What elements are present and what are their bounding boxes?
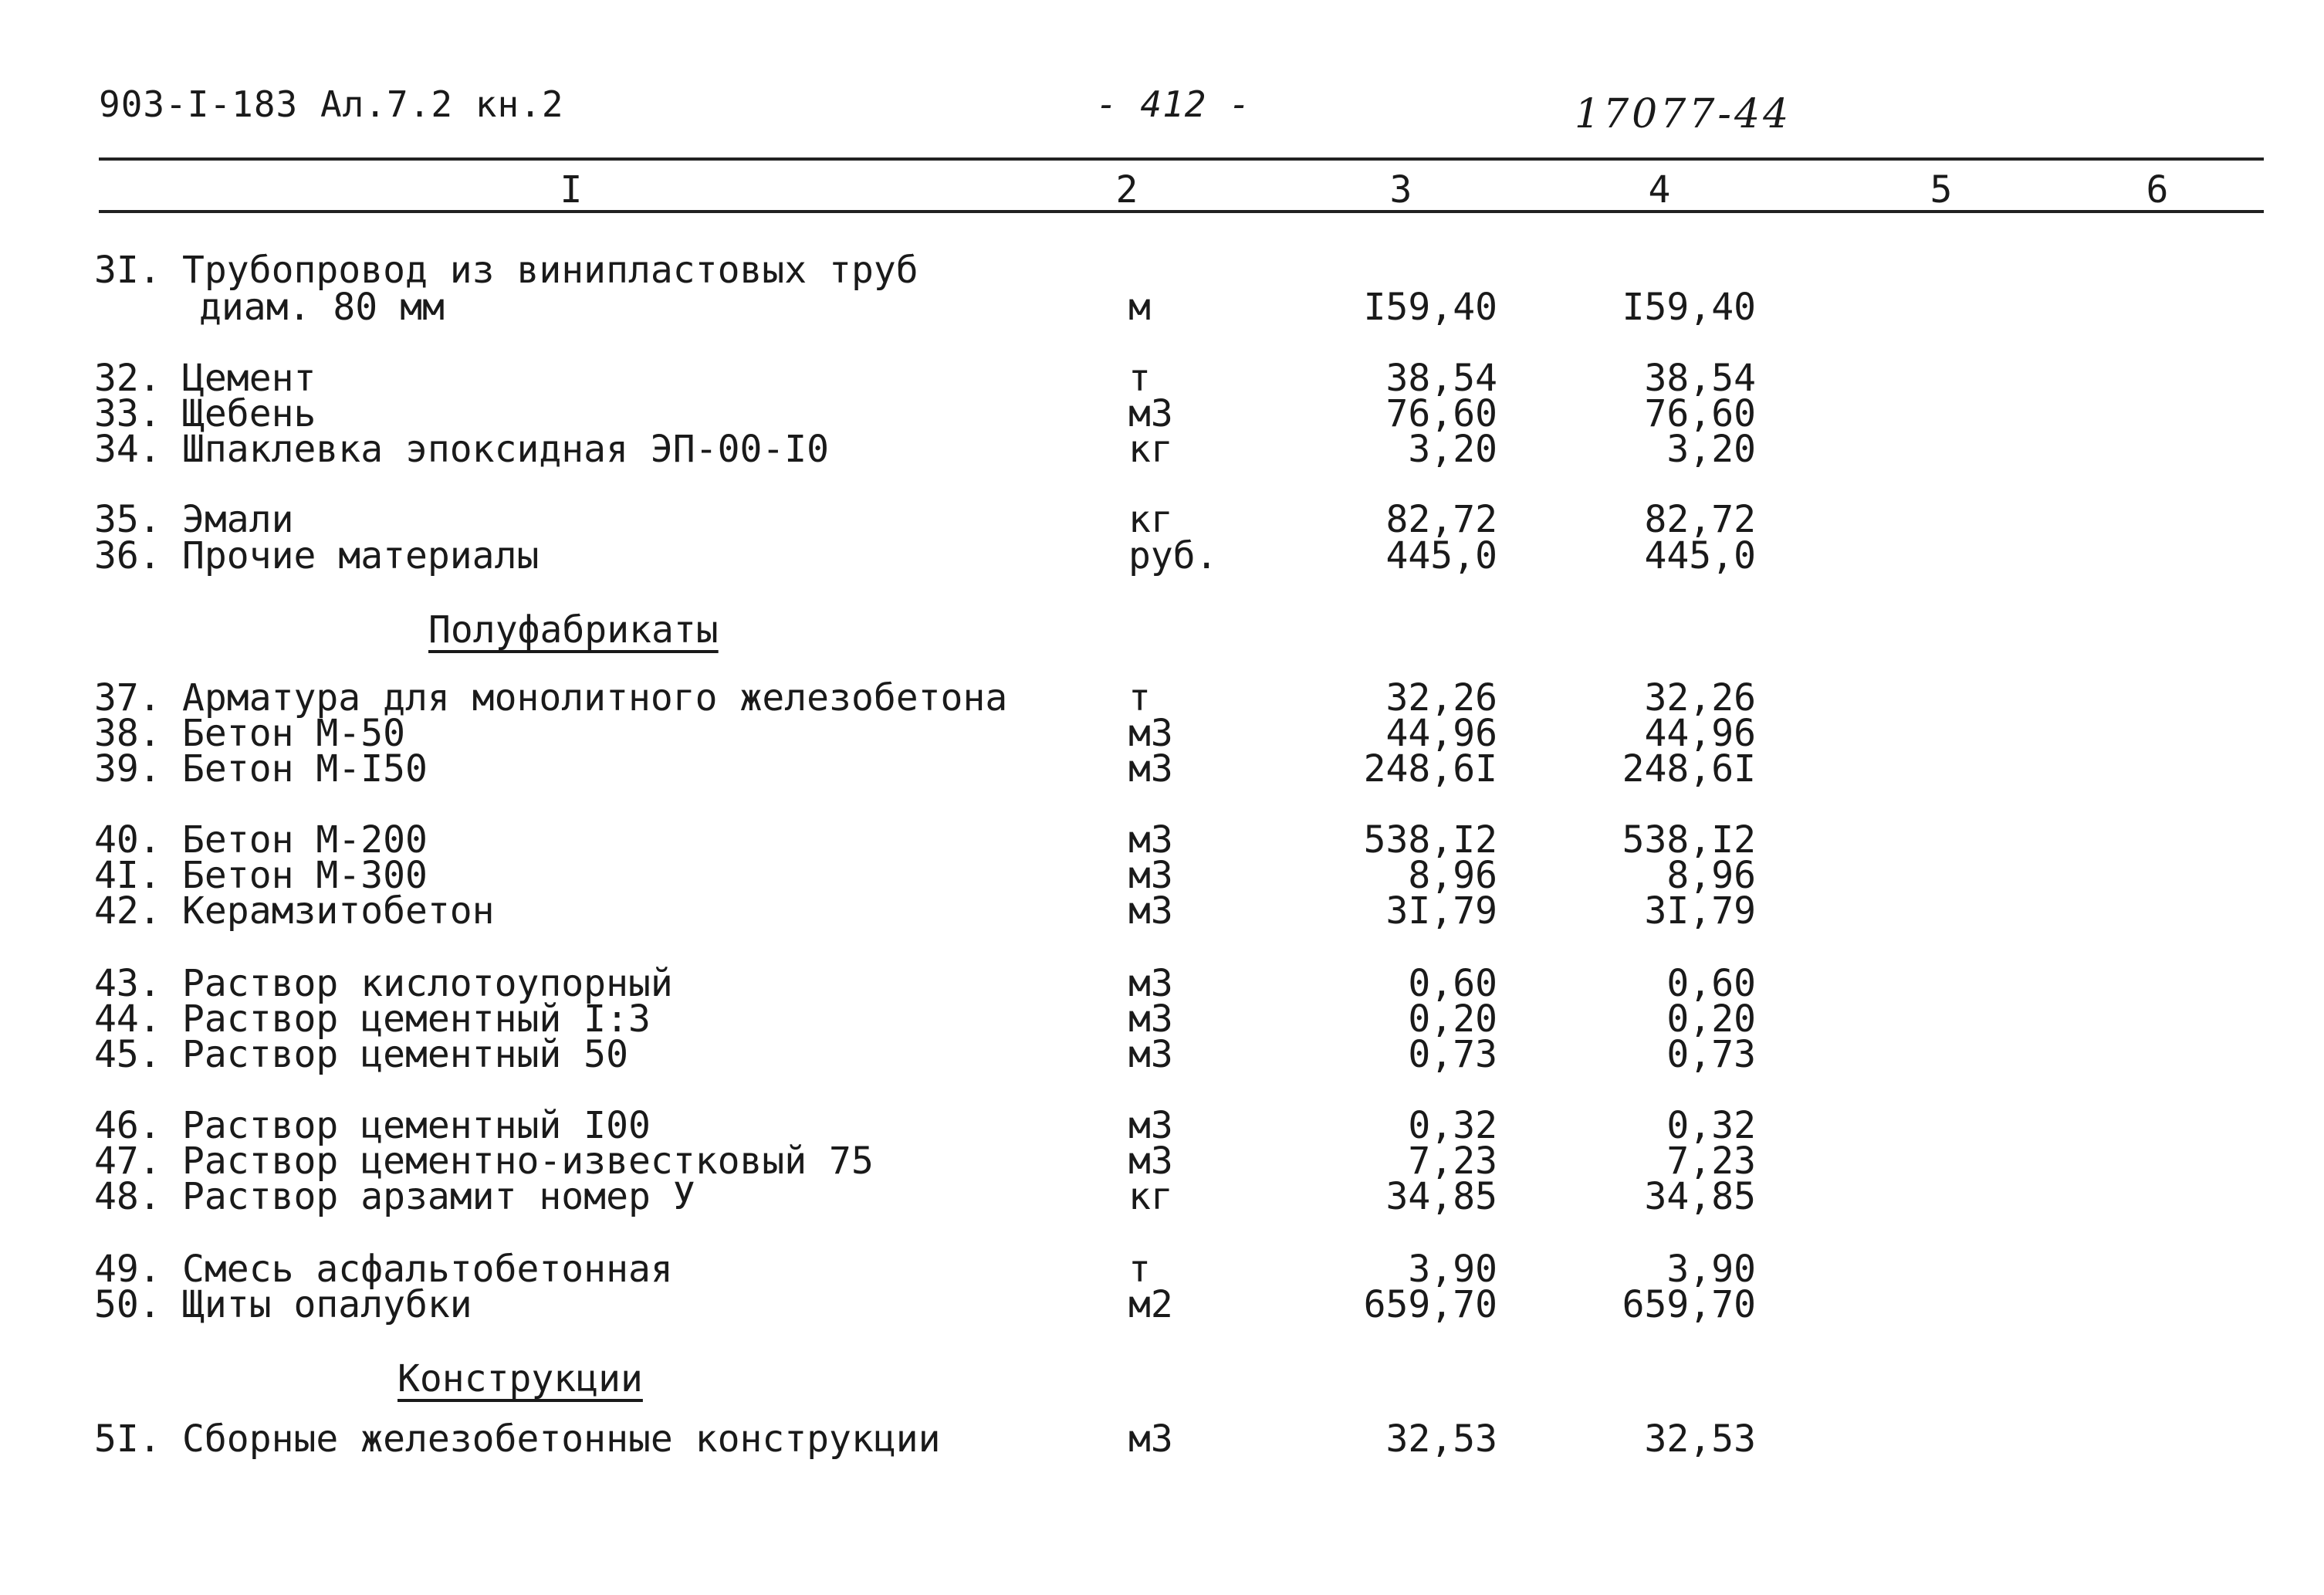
column-header-4: 4 xyxy=(1648,168,1671,212)
table-row xyxy=(0,392,2324,435)
row-value-col3: 445,0 xyxy=(1385,534,1497,577)
document-code: 903-I-183 Ал.7.2 кн.2 xyxy=(99,83,564,125)
section-heading-semi-finished: Полуфабрикаты xyxy=(428,608,719,652)
table-row xyxy=(0,1248,2324,1291)
column-header-3: 3 xyxy=(1389,168,1412,212)
row-unit: м3 xyxy=(1128,712,1173,755)
row-value-col3: 0,32 xyxy=(1408,1104,1497,1147)
row-value-col3: 0,60 xyxy=(1408,962,1497,1005)
row-unit: м xyxy=(1128,286,1151,329)
row-value-col3: 659,70 xyxy=(1363,1283,1497,1326)
row-value-col4: 0,73 xyxy=(1666,1033,1756,1076)
row-number: 33. xyxy=(94,392,161,435)
row-unit: т xyxy=(1128,676,1151,720)
row-name: Бетон М-300 xyxy=(182,854,428,897)
table-row xyxy=(0,357,2324,400)
row-name: Шпаклевка эпоксидная ЭП-00-I0 xyxy=(182,428,830,471)
row-number: 43. xyxy=(94,962,161,1005)
row-unit: кг xyxy=(1128,498,1173,541)
row-value-col4: 44,96 xyxy=(1644,712,1756,755)
row-value-col4: I59,40 xyxy=(1622,286,1756,329)
row-value-col3: I59,40 xyxy=(1363,286,1497,329)
row-unit: м2 xyxy=(1128,1283,1173,1326)
row-value-col4: 82,72 xyxy=(1644,498,1756,541)
table-row xyxy=(0,889,2324,933)
row-unit: кг xyxy=(1128,428,1173,471)
row-number: 32. xyxy=(94,357,161,400)
row-value-col3: 32,26 xyxy=(1385,676,1497,720)
row-value-col4: 659,70 xyxy=(1622,1283,1756,1326)
row-number: 34. xyxy=(94,428,161,471)
row-unit: т xyxy=(1128,357,1151,400)
row-number: 5I. xyxy=(94,1417,161,1461)
row-value-col4: 3I,79 xyxy=(1644,889,1756,933)
row-name: Керамзитобетон xyxy=(182,889,495,933)
section-heading-structures: Конструкции xyxy=(397,1357,643,1400)
row-name: Цемент xyxy=(182,357,316,400)
row-unit: м3 xyxy=(1128,392,1173,435)
row-value-col4: 32,53 xyxy=(1644,1417,1756,1461)
column-header-1: I xyxy=(560,168,583,212)
row-value-col3: 38,54 xyxy=(1385,357,1497,400)
table-row xyxy=(0,1140,2324,1183)
row-name: Щебень xyxy=(182,392,316,435)
table-row xyxy=(0,1283,2324,1326)
row-number: 49. xyxy=(94,1248,161,1291)
column-header-2: 2 xyxy=(1115,168,1138,212)
row-value-col4: 538,I2 xyxy=(1622,818,1756,862)
row-name: Бетон М-50 xyxy=(182,712,405,755)
row-unit: кг xyxy=(1128,1175,1173,1218)
table-row xyxy=(0,249,2324,292)
row-number: 47. xyxy=(94,1140,161,1183)
row-value-col4: 3,20 xyxy=(1666,428,1756,471)
row-value-col3: 0,20 xyxy=(1408,997,1497,1041)
table-row xyxy=(0,1175,2324,1218)
row-name: Раствор арзамит номер У xyxy=(182,1175,695,1218)
table-row xyxy=(0,286,2324,329)
row-name: Бетон М-I50 xyxy=(182,747,428,791)
row-number: 44. xyxy=(94,997,161,1041)
table-row xyxy=(0,854,2324,897)
row-number: 42. xyxy=(94,889,161,933)
row-name: Смесь асфальтобетонная xyxy=(182,1248,673,1291)
row-unit: м3 xyxy=(1128,1033,1173,1076)
row-name: Раствор цементный I00 xyxy=(182,1104,651,1147)
row-unit: м3 xyxy=(1128,997,1173,1041)
row-unit: м3 xyxy=(1128,747,1173,791)
table-row xyxy=(0,1033,2324,1076)
row-number: 36. xyxy=(94,534,161,577)
row-value-col4: 0,32 xyxy=(1666,1104,1756,1147)
row-value-col4: 32,26 xyxy=(1644,676,1756,720)
row-value-col4: 3,90 xyxy=(1666,1248,1756,1291)
row-value-col3: 7,23 xyxy=(1408,1140,1497,1183)
row-value-col3: 0,73 xyxy=(1408,1033,1497,1076)
table-row xyxy=(0,747,2324,791)
row-value-col3: 3,20 xyxy=(1408,428,1497,471)
row-name: диам. 80 мм xyxy=(199,286,445,329)
row-number: 38. xyxy=(94,712,161,755)
column-header-5: 5 xyxy=(1930,168,1953,212)
row-number: 50. xyxy=(94,1283,161,1326)
row-name: Арматура для монолитного железобетона xyxy=(182,676,1008,720)
row-value-col3: 248,6I xyxy=(1363,747,1497,791)
row-unit: т xyxy=(1128,1248,1151,1291)
page-number: - 412 - xyxy=(1096,83,1251,125)
row-value-col3: 76,60 xyxy=(1385,392,1497,435)
row-value-col3: 3,90 xyxy=(1408,1248,1497,1291)
row-name: Щиты опалубки xyxy=(182,1283,472,1326)
column-header-6: 6 xyxy=(2146,168,2169,212)
table-row xyxy=(0,962,2324,1005)
row-number: 35. xyxy=(94,498,161,541)
row-number: 3I. xyxy=(94,249,161,292)
handwritten-number: 17077-44 xyxy=(1575,91,1792,137)
row-number: 39. xyxy=(94,747,161,791)
row-name: Сборные железобетонные конструкции xyxy=(182,1417,941,1461)
row-value-col3: 3I,79 xyxy=(1385,889,1497,933)
row-value-col4: 34,85 xyxy=(1644,1175,1756,1218)
row-number: 4I. xyxy=(94,854,161,897)
row-value-col4: 0,60 xyxy=(1666,962,1756,1005)
row-number: 48. xyxy=(94,1175,161,1218)
row-value-col3: 34,85 xyxy=(1385,1175,1497,1218)
row-unit: м3 xyxy=(1128,889,1173,933)
row-name: Эмали xyxy=(182,498,294,541)
row-value-col3: 32,53 xyxy=(1385,1417,1497,1461)
row-value-col4: 38,54 xyxy=(1644,357,1756,400)
table-row xyxy=(0,676,2324,720)
table-row xyxy=(0,428,2324,471)
table-row xyxy=(0,534,2324,577)
row-value-col3: 538,I2 xyxy=(1363,818,1497,862)
row-name: Раствор цементный 50 xyxy=(182,1033,628,1076)
row-name: Трубопровод из винипластовых труб xyxy=(182,249,918,292)
row-value-col4: 248,6I xyxy=(1622,747,1756,791)
row-number: 45. xyxy=(94,1033,161,1076)
table-row xyxy=(0,498,2324,541)
row-name: Раствор цементно-известковый 75 xyxy=(182,1140,874,1183)
row-value-col3: 44,96 xyxy=(1385,712,1497,755)
row-unit: м3 xyxy=(1128,818,1173,862)
row-value-col4: 0,20 xyxy=(1666,997,1756,1041)
table-row xyxy=(0,997,2324,1041)
row-unit: м3 xyxy=(1128,962,1173,1005)
row-unit: м3 xyxy=(1128,1104,1173,1147)
row-name: Раствор цементный I:3 xyxy=(182,997,651,1041)
row-unit: руб. xyxy=(1128,534,1218,577)
row-unit: м3 xyxy=(1128,1417,1173,1461)
row-value-col3: 8,96 xyxy=(1408,854,1497,897)
row-unit: м3 xyxy=(1128,854,1173,897)
row-number: 46. xyxy=(94,1104,161,1147)
row-number: 40. xyxy=(94,818,161,862)
row-number: 37. xyxy=(94,676,161,720)
table-row xyxy=(0,1417,2324,1461)
table-row xyxy=(0,712,2324,755)
table-top-rule xyxy=(99,157,2264,161)
row-value-col4: 76,60 xyxy=(1644,392,1756,435)
row-name: Раствор кислотоупорный xyxy=(182,962,673,1005)
row-name: Прочие материалы xyxy=(182,534,540,577)
row-value-col4: 7,23 xyxy=(1666,1140,1756,1183)
row-name: Бетон М-200 xyxy=(182,818,428,862)
table-row xyxy=(0,818,2324,862)
row-value-col4: 445,0 xyxy=(1644,534,1756,577)
row-unit: м3 xyxy=(1128,1140,1173,1183)
table-row xyxy=(0,1104,2324,1147)
row-value-col3: 82,72 xyxy=(1385,498,1497,541)
row-value-col4: 8,96 xyxy=(1666,854,1756,897)
